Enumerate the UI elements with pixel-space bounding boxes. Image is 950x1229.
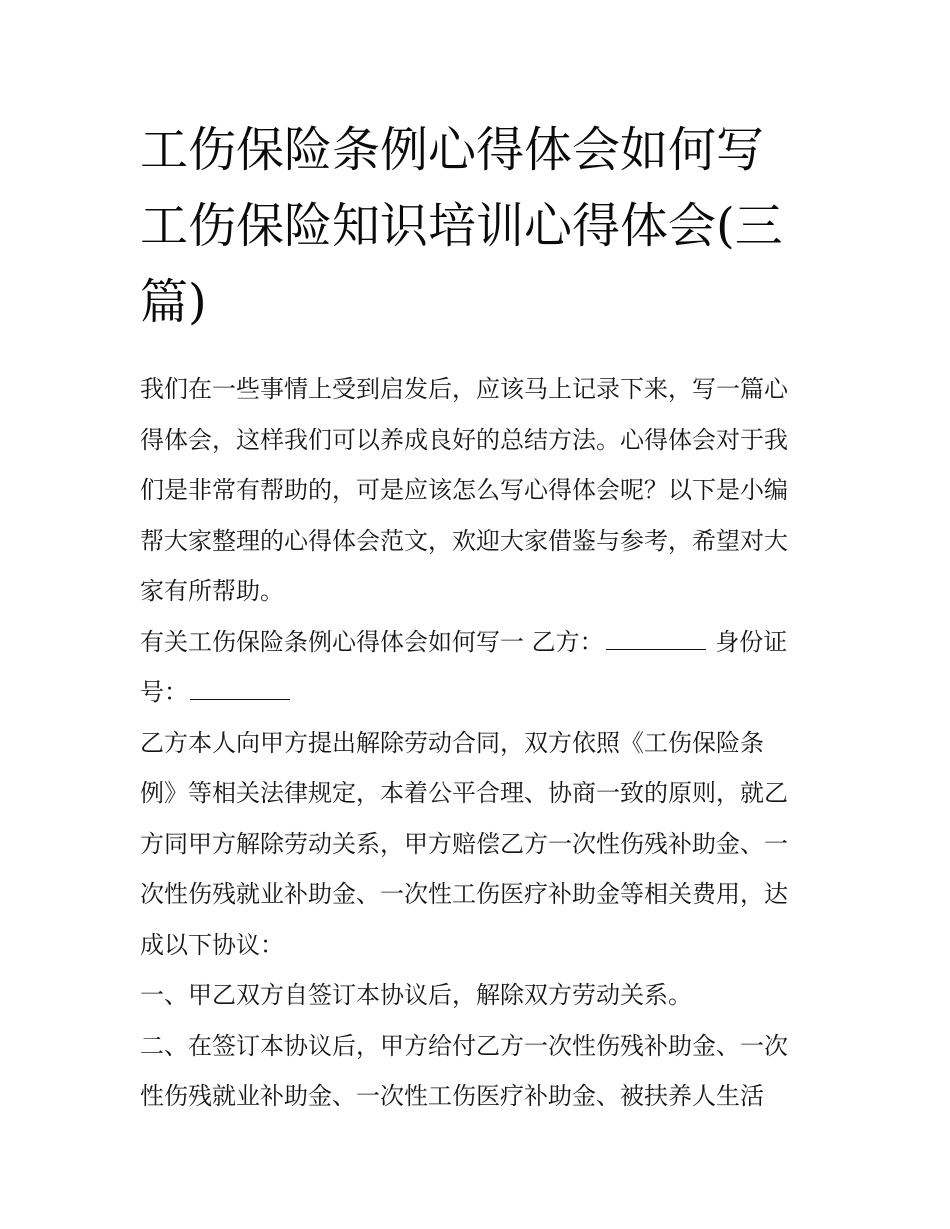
document-content (140, 112, 812, 1122)
text-line: 方同甲方解除劳动关系，甲方赔偿乙方一次性伤残补助金、一 (140, 829, 788, 858)
agreement-paragraph (140, 718, 812, 971)
text-line (140, 667, 812, 718)
title-line: 工伤保险知识培训心得体会(三 (140, 198, 783, 254)
text-line: 例》等相关法律规定，本着公平合理、协商一致的原则，就乙 (140, 779, 788, 807)
document-body (140, 364, 812, 1122)
title-line: 工伤保险条例心得体会如何写 (140, 122, 765, 178)
text-line: 乙方本人向甲方提出解除劳动合同，双方依照《工伤保险条 (140, 728, 764, 757)
intro-paragraph (140, 364, 812, 617)
text-line: 次性伤残就业补助金、一次性工伤医疗补助金等相关费用，达 (140, 880, 788, 908)
text-line: 一、甲乙双方自签订本协议后，解除双方劳动关系。 (140, 981, 692, 1009)
party-b-paragraph (140, 617, 812, 718)
name-blank (606, 627, 706, 650)
text-line: 得体会，这样我们可以养成良好的总结方法。心得体会对于我 (140, 425, 788, 454)
text-line (140, 617, 812, 668)
id-number-label: 号： (140, 678, 188, 706)
text-line: 二、在签订本协议后，甲方给付乙方一次性伤残补助金、一次 (140, 1031, 788, 1060)
text-line: 我们在一些事情上受到启发后，应该马上记录下来，写一篇心 (140, 375, 788, 403)
id-number-blank (190, 677, 290, 700)
text-line: 们是非常有帮助的，可是应该怎么写心得体会呢？以下是小编 (140, 476, 788, 504)
text-line: 成以下协议： (140, 930, 284, 959)
document-title (140, 112, 812, 340)
text-line: 家有所帮助。 (140, 577, 284, 605)
id-label: 身份证 (707, 627, 788, 656)
clause-1-paragraph (140, 970, 812, 1021)
clause-2-paragraph (140, 1021, 812, 1122)
party-b-label: 有关工伤保险条例心得体会如何写一 乙方： (140, 627, 604, 656)
text-line: 帮大家整理的心得体会范文，欢迎大家借鉴与参考，希望对大 (140, 526, 788, 555)
title-line: 篇) (140, 274, 207, 330)
text-line: 性伤残就业补助金、一次性工伤医疗补助金、被扶养人生活 (140, 1082, 764, 1110)
